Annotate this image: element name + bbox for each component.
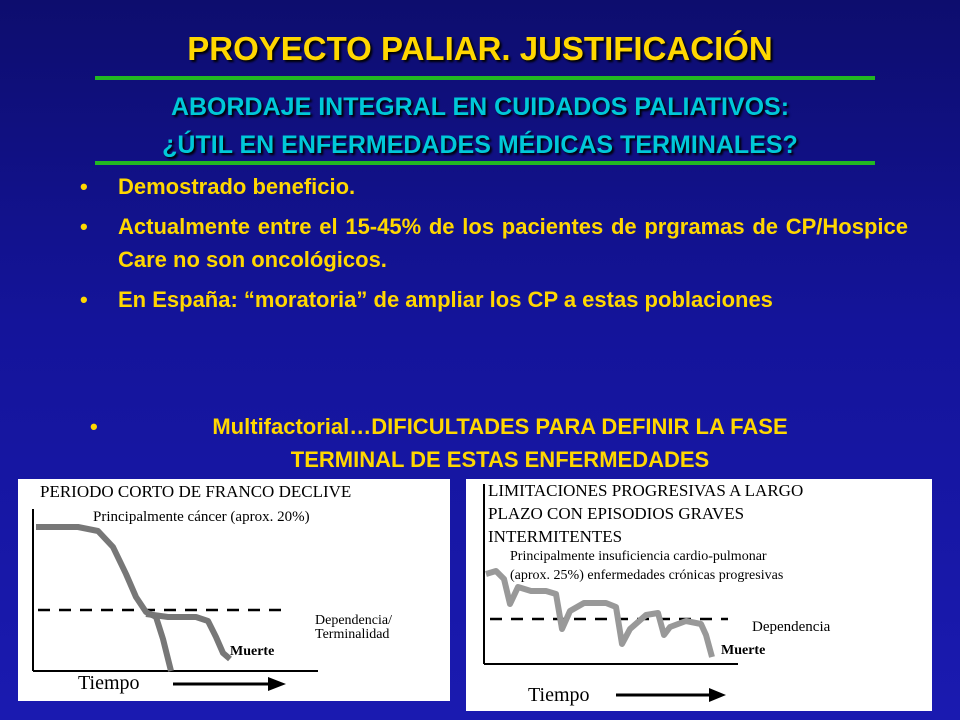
- time-arrow-icon: [268, 677, 286, 691]
- bullet-icon: •: [80, 174, 88, 199]
- threshold-label: Dependencia: [752, 619, 831, 635]
- extra-bullet: [90, 410, 910, 476]
- end-label: Muerte: [230, 644, 275, 659]
- subtitle-line-2: ¿ÚTIL EN ENFERMEDADES MÉDICAS TERMINALES?: [162, 131, 798, 159]
- right-figure-heading-line-2: PLAZO CON EPISODIOS GRAVES: [488, 504, 745, 523]
- x-axis-label: Tiempo: [78, 672, 140, 694]
- left-figure-heading: PERIODO CORTO DE FRANCO DECLIVE: [40, 482, 352, 501]
- left-figure-panel: [18, 479, 450, 701]
- bullet-text: Actualmente entre el 15-45% de los pacientes de prgramas de CP/Hospice Care no son oncológicos.: [118, 214, 908, 272]
- decline-curve: [36, 527, 171, 671]
- time-arrow-icon: [709, 688, 726, 702]
- x-axis-label: Tiempo: [528, 684, 590, 706]
- bullet-text: Demostrado beneficio.: [118, 174, 356, 199]
- threshold-label-line-2: Terminalidad: [315, 627, 390, 642]
- extra-bullet-line-2: TERMINAL DE ESTAS ENFERMEDADES: [290, 447, 710, 472]
- bullet-icon: •: [80, 214, 88, 239]
- trajectory-curve: [486, 571, 712, 657]
- subtitle-underline: [95, 161, 875, 165]
- bullet-text: En España: “moratoria” de ampliar los CP a estas poblaciones: [118, 287, 773, 312]
- right-figure-heading-line-1: LIMITACIONES PROGRESIVAS A LARGO: [488, 481, 804, 500]
- right-figure-note-line-1: Principalmente insuficiencia cardio-pulmonar: [510, 549, 767, 564]
- right-figure-heading-line-3: INTERMITENTES: [488, 527, 623, 546]
- bullet-icon: •: [80, 287, 88, 312]
- left-figure-note: Principalmente cáncer (aprox. 20%): [93, 509, 310, 525]
- bullet-item: [80, 283, 908, 316]
- subtitle-line-1: ABORDAJE INTEGRAL EN CUIDADOS PALIATIVOS:: [170, 93, 790, 121]
- end-label: Muerte: [721, 643, 766, 658]
- bullet-item: [80, 170, 908, 203]
- threshold-label-line-1: Dependencia/: [315, 613, 392, 628]
- extra-bullet-line-1: Multifactorial…DIFICULTADES PARA DEFINIR LA FASE: [212, 414, 788, 439]
- right-figure-note-line-2: (aprox. 25%) enfermedades crónicas progresivas: [510, 568, 784, 583]
- bullet-icon: •: [90, 414, 98, 439]
- right-figure-panel: [466, 479, 932, 711]
- title-underline: [95, 76, 875, 80]
- left-figure-graph: [18, 479, 450, 701]
- bullet-list: [80, 170, 908, 323]
- slide-title: PROYECTO PALIAR. JUSTIFICACIÓN: [187, 30, 773, 67]
- right-figure-graph: [466, 479, 932, 711]
- bullet-item: [80, 210, 908, 276]
- slide-subtitle: [60, 88, 900, 164]
